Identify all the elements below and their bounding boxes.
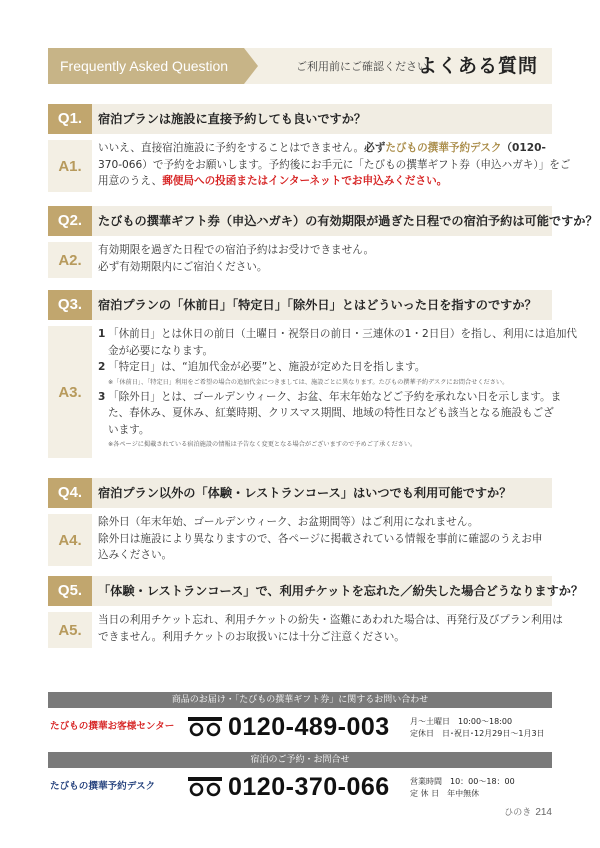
answer-line: 金が必要になります。 — [108, 344, 214, 357]
question-text: 宿泊プランは施設に直接予約しても良いですか？ — [98, 112, 367, 126]
answer-label: A3. — [48, 326, 92, 458]
answer-emphasis: 必ず — [364, 142, 386, 154]
answer-text — [98, 514, 552, 564]
answer-row — [48, 242, 552, 275]
answer-label: A5. — [48, 612, 92, 648]
freedial-icon — [188, 777, 222, 797]
answer-line: 有効期限を過ぎた日程での宿泊予約はお受けできません。 — [98, 244, 375, 256]
closed-days: 定 休 日 年中無休 — [410, 788, 480, 798]
phone-number[interactable]: 0120-489-003 — [228, 713, 390, 741]
answer-text — [98, 612, 563, 645]
page-footer — [504, 805, 552, 818]
list-number: 1 — [98, 328, 106, 340]
hours-line: 月～土曜日 10:00～18:00 — [410, 717, 513, 726]
question-row — [48, 290, 552, 320]
answer-line: いいえ、直接宿泊施設に予約をすることはできません。 — [98, 142, 365, 154]
answer-phone-part: （0120- — [501, 142, 546, 154]
answer-line: 「特定日」は、“追加代金が必要”と、施設が定めた日を指します。 — [108, 361, 426, 373]
contact-bar-title: 商品のお届け・「たびもの撰華ギフト券」に関するお問い合わせ — [48, 692, 552, 708]
question-label: Q3. — [48, 290, 92, 320]
faq-item-3 — [48, 290, 578, 451]
answer-row — [48, 326, 578, 451]
answer-line: 除外日は施設により異なりますので、各ページに掲載されている情報を事前に確認のうえお申 — [98, 532, 543, 545]
business-hours — [410, 776, 515, 799]
answer-line: た、春休み、夏休み、紅葉時期、クリスマス期間、地域の特性日なども該当となる施設もござ — [108, 407, 554, 419]
answer-text — [98, 140, 571, 190]
closed-days: 定休日 日･祝日･12月29日～1月3日 — [410, 728, 545, 738]
contact-customer-center — [48, 692, 552, 746]
contact-name: たびもの撰華予約デスク — [50, 781, 156, 792]
answer-line: 370-066）で予約をお願いします。予約後にお手元に「たびもの撰華ギフト券（申込ハガキ）」をご — [98, 158, 571, 171]
footnote: ※各ページに掲載されている宿泊施設の情報は予告なく変更となる場合がございますので予めご了承ください。 — [108, 441, 417, 448]
faq-item-4 — [48, 478, 552, 564]
hours-line: 営業時間 10：00～18：00 — [410, 777, 515, 786]
phone-number[interactable]: 0120-370-066 — [228, 773, 390, 801]
freedial-icon — [188, 717, 222, 737]
page-number: 214 — [535, 807, 552, 818]
contact-row — [48, 708, 552, 746]
question-row — [48, 576, 584, 606]
contact-row — [48, 768, 552, 806]
answer-line: います。 — [108, 423, 150, 436]
faq-item-1 — [48, 104, 571, 190]
faq-item-2 — [48, 206, 598, 275]
contact-bar-title: 宿泊のご予約・お問合せ — [48, 752, 552, 768]
answer-row — [48, 140, 571, 190]
list-number: 3 — [98, 390, 106, 403]
answer-line: 込みください。 — [98, 549, 173, 561]
question-label: Q4. — [48, 478, 92, 508]
question-text: 「体験・レストランコース」で、利用チケットを忘れた／紛失した場合どうなりますか？ — [98, 584, 584, 598]
contact-reservation-desk — [48, 752, 552, 806]
question-text: たびもの撰華ギフト券（申込ハガキ）の有効期限が過ぎた日程での宿泊予約は可能ですか？ — [98, 214, 598, 228]
page-title: よくある質問 — [417, 55, 538, 77]
page-header — [48, 48, 552, 84]
answer-line: 必ず有効期限内にご宿泊ください。 — [98, 260, 268, 273]
question-row — [48, 206, 598, 236]
list-number: 2 — [98, 361, 106, 373]
header-pretitle: ご利用前にご確認ください — [296, 60, 428, 73]
question-label: Q2. — [48, 206, 92, 236]
question-text: 宿泊プラン以外の「体験・レストランコース」はいつでも利用可能ですか？ — [98, 486, 512, 500]
answer-warning: 郵便局への投函またはインターネットでお申込みください。 — [162, 175, 448, 187]
contact-name: たびもの撰華お客様センター — [50, 721, 175, 732]
answer-text — [98, 326, 578, 451]
footnote: ※「休前日」、「特定日」利用をご希望の場合の追加代金につきましては、施設ごとに異なります。たびもの撰華予約デスクにお問合せください。 — [108, 378, 509, 386]
question-label: Q5. — [48, 576, 92, 606]
answer-line: 用意のうえ、 — [98, 175, 163, 187]
answer-line: 「休前日」とは休日の前日（土曜日・祝祭日の前日・三連休の1・2日目）を指し、利用には追加代 — [108, 328, 578, 340]
question-row — [48, 478, 552, 508]
answer-row — [48, 612, 563, 645]
faq-item-5 — [48, 576, 584, 645]
question-label: Q1. — [48, 104, 92, 134]
answer-label: A4. — [48, 514, 92, 566]
business-hours — [410, 716, 545, 739]
answer-line: 当日の利用チケット忘れ、利用チケットの紛失・盗難にあわれた場合は、再発行及びプラン利用は — [98, 614, 563, 626]
header-english-label: Frequently Asked Question — [48, 48, 244, 84]
answer-label: A2. — [48, 242, 92, 278]
answer-line: 「除外日」とは、ゴールデンウィーク、お盆、年末年始などご予約を承れない日を示します。ま — [108, 390, 562, 403]
question-text: 宿泊プランの「休前日」「特定日」「除外日」とはどういった日を指すのですか？ — [98, 298, 537, 312]
answer-line: できません。利用チケットのお取扱いには十分ご注意ください。 — [98, 630, 405, 643]
answer-text — [98, 242, 552, 275]
answer-line: 除外日（年末年始、ゴールデンウィーク、お盆期間等）はご利用になれません。 — [98, 516, 479, 528]
question-row — [48, 104, 552, 134]
answer-label: A1. — [48, 140, 92, 192]
answer-row — [48, 514, 552, 564]
footer-label: ひのき — [504, 808, 532, 818]
brand-name: たびもの撰華予約デスク — [385, 142, 502, 154]
